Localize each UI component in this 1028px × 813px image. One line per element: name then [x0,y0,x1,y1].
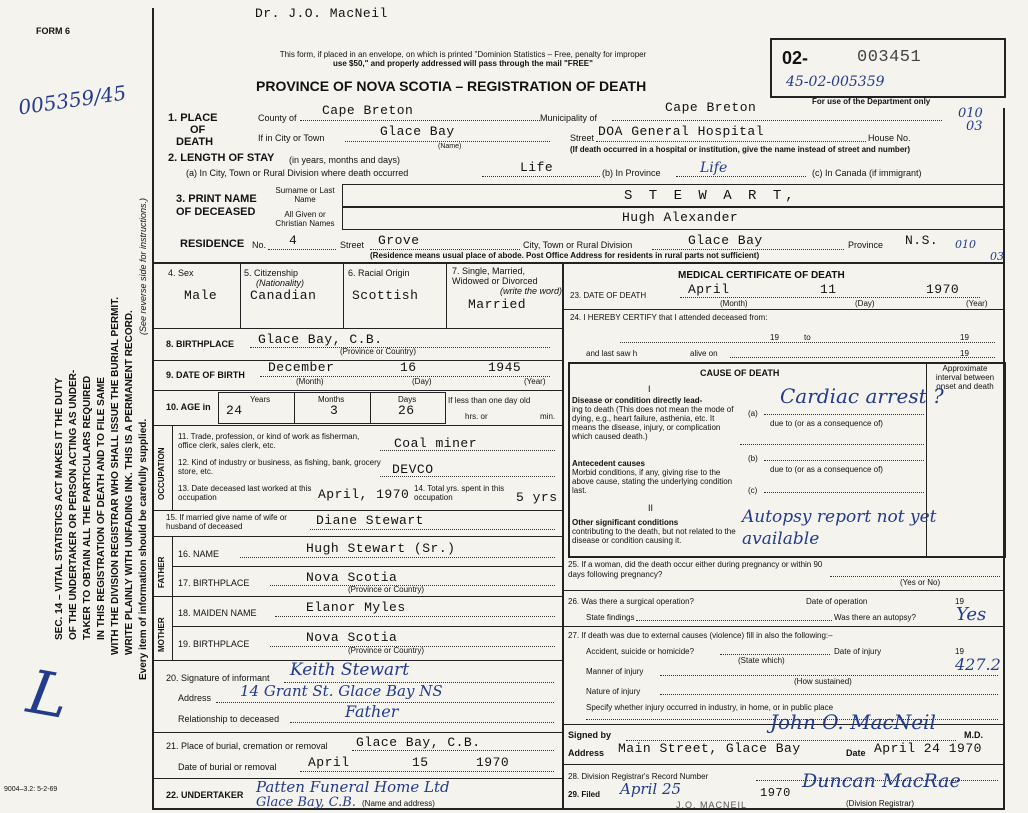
stay-a-label: (a) In City, Town or Rural Division where death occurred [186,168,409,178]
house-note: (If death occurred in a hospital or institution, give the name instead of street and number) [570,145,911,154]
name-caption: (Name) [438,143,462,150]
trade-value: Coal miner [394,436,478,451]
stay-sub: (in years, months and days) [289,155,401,165]
burial-day: 15 [412,755,429,770]
industry-value: DEVCO [392,462,434,477]
burial-year: 1970 [476,755,510,770]
residence-label: RESIDENCE [180,238,245,250]
place-code: 03 [966,119,983,134]
operation-year: 19 [955,597,964,606]
residence-note: (Residence means usual place of abode. Post Office Address for residents in rural parts not sufficient) [370,251,760,260]
father-side-label: FATHER [157,556,166,588]
residence-city: Glace Bay [688,233,763,248]
cause-title: CAUSE OF DEATH [700,368,780,378]
physician-address-label: Address [568,748,605,758]
filed-year: 1970 [760,786,791,800]
trade-label: 11. Trade, profession, or kind of work as fisherman, office clerk, sales clerk, etc. [178,432,360,450]
house-label: House No. [868,133,911,143]
age-label: 10. AGE in [166,402,211,412]
print-code: 9004–3.2: 5-2-69 [4,786,58,793]
state-which-caption: (State which) [738,656,785,665]
industry-label: 12. Kind of industry or business, as fishing, bank, grocery store, etc. [178,458,381,476]
due-to-label: due to (or as a consequence of) [770,465,883,474]
cause-i: I [648,384,651,394]
mother-maiden: Elanor Myles [306,600,406,615]
age-months: 3 [330,403,339,418]
residence-street-label: Street [340,240,365,250]
disease-label: Disease or condition directly lead- ing to death (This does not mean the mode of dying, e.g., heart failure, asthenia, etc. It means the disease, injury, or complication which caused death.) [572,396,734,441]
medical-title: MEDICAL CERTIFICATE OF DEATH [678,270,845,281]
dob-year: 1945 [488,360,522,375]
father-name-label: 16. NAME [178,549,220,559]
sidebar-line: WRITE PLAINLY WITH UNFADING INK. THIS IS A PERMANENT RECORD. [124,310,135,655]
dod-month: April [688,282,730,297]
dob-month: December [268,360,335,375]
cause-c-label: (c) [748,486,758,495]
stay-b-value: Life [700,160,728,176]
signed-by-label: Signed by [568,730,612,740]
residence-prov: N.S. [905,233,939,248]
dept-use-label: For use of the Department only [812,97,931,106]
form-title: PROVINCE OF NOVA SCOTIA – REGISTRATION OF DEATH [256,78,647,94]
father-bp-caption: (Province or Country) [348,585,425,594]
informant-address: 14 Grant St. Glace Bay NS [240,682,443,700]
dod-year-caption: (Year) [966,299,988,308]
sidebar-instructions: (See reverse side for instructions.) [138,197,148,335]
envelope-note: This form, if placed in an envelope, on which is printed "Dominion Statistics – Free, penalty for improper use $50," and properly addressed will pass through the mail "FREE" [279,50,647,68]
relationship-label: Relationship to deceased [178,714,280,724]
form-number: FORM 6 [36,26,71,36]
registration-number-box [770,38,1006,98]
burial-place: Glace Bay, C.B. [356,735,481,750]
informant-address-label: Address [178,693,212,703]
age-years: 24 [226,403,243,418]
cause-b-label: (b) [748,454,758,463]
handwritten-mark: L [22,657,74,733]
manner-label: Manner of injury [586,667,644,676]
surname-value: S T E W A R T, [624,188,798,204]
father-birthplace-label: 17. BIRTHPLACE [178,578,250,588]
sex-value: Male [184,288,218,303]
reg-number: 003451 [857,48,922,67]
frame-left [152,8,154,808]
informant-signature: Keith Stewart [290,660,410,680]
approx-interval-label: Approximate interval between onset and death [935,364,995,391]
father-birthplace: Nova Scotia [306,570,398,585]
given-value: Hugh Alexander [622,210,739,225]
place-code: 010 [958,106,983,121]
autopsy-value: Yes [956,604,987,625]
city-label: If in City or Town [258,133,325,143]
registrar-stamp: J.O. MACNEIL [676,800,748,810]
how-sustained-caption: (How sustained) [794,677,852,686]
total-years-value: 5 yrs [516,490,558,505]
nature-label: Nature of injury [586,687,641,696]
other-conditions-label: Other significant conditions contributing to the death, but not related to the disease or condition causing it. [572,518,736,545]
injury-date-label: Date of injury [834,647,882,656]
citizenship-value: Canadian [250,288,317,303]
doctor-name: Dr. J.O. MacNeil [255,6,388,21]
q25-caption: (Yes or No) [900,578,941,587]
marital-value: Married [468,297,527,312]
relationship-value: Father [345,702,399,721]
sidebar-line: IN THIS REGISTRATION OF DEATH AND TO FILE SAME [96,377,107,640]
informant-label: 20. Signature of informant [166,673,270,683]
registrar-caption: (Division Registrar) [846,799,915,808]
birthplace-sub: (Province or Country) [340,347,417,356]
sidebar-line: OF THE UNDERTAKER OR PERSON ACTING AS UNDER- [68,369,79,640]
county-label: County of [258,113,297,123]
municipality-value: Cape Breton [665,100,757,115]
due-to-label: due to (or as a consequence of) [770,419,883,428]
total-years-label: 14. Total yrs. spent in this occupation [414,484,505,502]
residence-prov-label: Province [848,240,884,250]
dod-day-caption: (Day) [855,299,875,308]
age-min-label: min. [540,412,556,421]
place-label: 1. PLACE OF DEATH [168,112,218,148]
sidebar-line: TAKER TO OBTAIN ALL THE PARTICULARS REQUIRED [82,375,93,640]
undertaker-address: Glace Bay, C.B. [256,795,356,810]
cert-year: 19 [770,333,779,342]
dod-year: 1970 [926,282,960,297]
antecedent-label: Antecedent causes Morbid conditions, if any, giving rise to the above cause, stating the underlying condition last. [572,459,733,495]
handwritten-file-number: 005359/45 [16,80,128,120]
cause-a-value: Cardiac arrest ? [780,384,944,408]
racial-label: 6. Racial Origin [348,268,410,278]
registrar-signature: Duncan MacRae [802,770,961,792]
age-days: 26 [398,403,415,418]
undertaker-name: Patten Funeral Home Ltd [256,778,450,796]
spouse-value: Diane Stewart [316,513,424,528]
street-value: DOA General Hospital [598,124,765,139]
physician-signature: John O. MacNeil [770,710,936,734]
burial-place-label: 21. Place of burial, cremation or removal [166,741,328,751]
citizenship-label: 5. Citizenship (Nationality) [244,268,305,288]
cause-a-label: (a) [748,409,758,418]
city-value: Glace Bay [380,124,455,139]
marital-label: 7. Single, Married, Widowed or Divorced (write the word) [452,266,562,296]
name-label: 3. PRINT NAME OF DECEASED [176,193,257,218]
residence-code: 010 [955,238,976,251]
cause-code: 427.2 [955,655,1001,674]
stay-c-label: (c) In Canada (if immigrant) [812,168,922,178]
mother-birthplace-label: 19. BIRTHPLACE [178,639,250,649]
q28-label: 28. Division Registrar's Record Number [568,772,709,781]
dept-reference: 45-02-005359 [786,74,885,90]
section-divider [152,262,1005,264]
mother-side-label: MOTHER [157,617,166,652]
given-label: All Given or Christian Names [275,210,335,228]
residence-city-label: City, Town or Rural Division [523,240,633,250]
q25-label: 25. If a woman, did the death occur either during pregnancy or within 90 days following pregnancy? [568,560,823,579]
racial-value: Scottish [352,288,419,303]
injury-year: 19 [955,647,964,656]
burial-date-label: Date of burial or removal [178,762,277,772]
age-less-than-label: If less than one day old [448,396,531,405]
sidebar-line: WITH THE DIVISION REGISTRAR WHO SHALL ISSUE THE BURIAL PERMIT. [110,297,121,655]
md-label: M.D. [964,730,983,740]
burial-month: April [308,755,350,770]
age-hrs-label: hrs. or [465,412,488,421]
dob-month-caption: (Month) [296,377,324,386]
mother-birthplace: Nova Scotia [306,630,398,645]
occupation-side-label: OCCUPATION [157,447,166,500]
stay-b-label: (b) In Province [602,168,661,178]
dob-day: 16 [400,360,417,375]
dob-label: 9. DATE OF BIRTH [166,370,245,380]
spouse-label: 15. If married give name of wife or husband of deceased [166,513,287,531]
street-label: Street [570,133,595,143]
sidebar-line: SEC. 14 – VITAL STATISTICS ACT MAKES IT THE DUTY [54,377,65,640]
municipality-label: Municipality of [540,113,598,123]
q27-label: 27. If death was due to external causes (violence) fill in also the following:– [568,631,833,640]
dod-month-caption: (Month) [720,299,748,308]
last-worked-value: April, 1970 [318,487,410,502]
other-conditions-value: Autopsy report not yet available [742,507,937,549]
sidebar-note: Every item of information should be carefully supplied. [138,418,149,680]
specify-label: Specify whether injury occurred in industry, in home, or in public place [586,703,834,712]
age-years-caption: Years [250,395,271,404]
dob-day-caption: (Day) [412,377,432,386]
birthplace-label: 8. BIRTHPLACE [166,339,235,349]
dod-day: 11 [820,282,837,297]
alive-on-label: alive on [690,349,718,358]
residence-street: Grove [378,233,420,248]
signed-date: April 24 1970 [874,741,982,756]
stay-label: 2. LENGTH OF STAY [168,152,275,164]
q26-label: 26. Was there a surgical operation? [568,597,694,606]
reg-prefix: 02- [782,48,809,68]
cert-to: to [804,333,811,342]
mother-bp-caption: (Province or Country) [348,646,425,655]
residence-no-label: No. [252,240,267,250]
county-value: Cape Breton [322,103,414,118]
undertaker-caption: (Name and address) [362,799,435,808]
last-worked-label: 13. Date deceased last worked at this occupation [178,484,312,502]
alive-year: 19 [960,349,969,358]
certify-label: 24. I HEREBY CERTIFY that I attended deceased from: [570,313,768,322]
column-divider [562,262,564,808]
findings-label: State findings [586,613,635,622]
cert-year: 19 [960,333,969,342]
accident-label: Accident, suicide or homicide? [586,647,695,656]
stay-a-value: Life [520,160,554,175]
father-name: Hugh Stewart (Sr.) [306,541,456,556]
filed-date: April 25 [620,780,682,798]
dob-year-caption: (Year) [524,377,546,386]
q29-label: 29. Filed [568,790,601,799]
sex-label: 4. Sex [168,268,194,278]
cause-ii: II [648,503,654,513]
surname-label: Surname or Last Name [275,186,335,204]
mother-maiden-label: 18. MAIDEN NAME [178,608,257,618]
birthplace-value: Glace Bay, C.B. [258,332,383,347]
undertaker-label: 22. UNDERTAKER [166,790,244,800]
age-months-caption: Months [318,395,345,404]
signed-date-label: Date [846,748,866,758]
residence-code: 03 [990,250,1004,263]
physician-address: Main Street, Glace Bay [618,741,801,756]
age-days-caption: Days [398,395,417,404]
dod-label: 23. DATE OF DEATH [570,291,647,300]
residence-no: 4 [289,233,298,248]
autopsy-label: Was there an autopsy? [834,613,916,622]
last-saw-label: and last saw h [586,349,638,358]
operation-date-label: Date of operation [806,597,868,606]
